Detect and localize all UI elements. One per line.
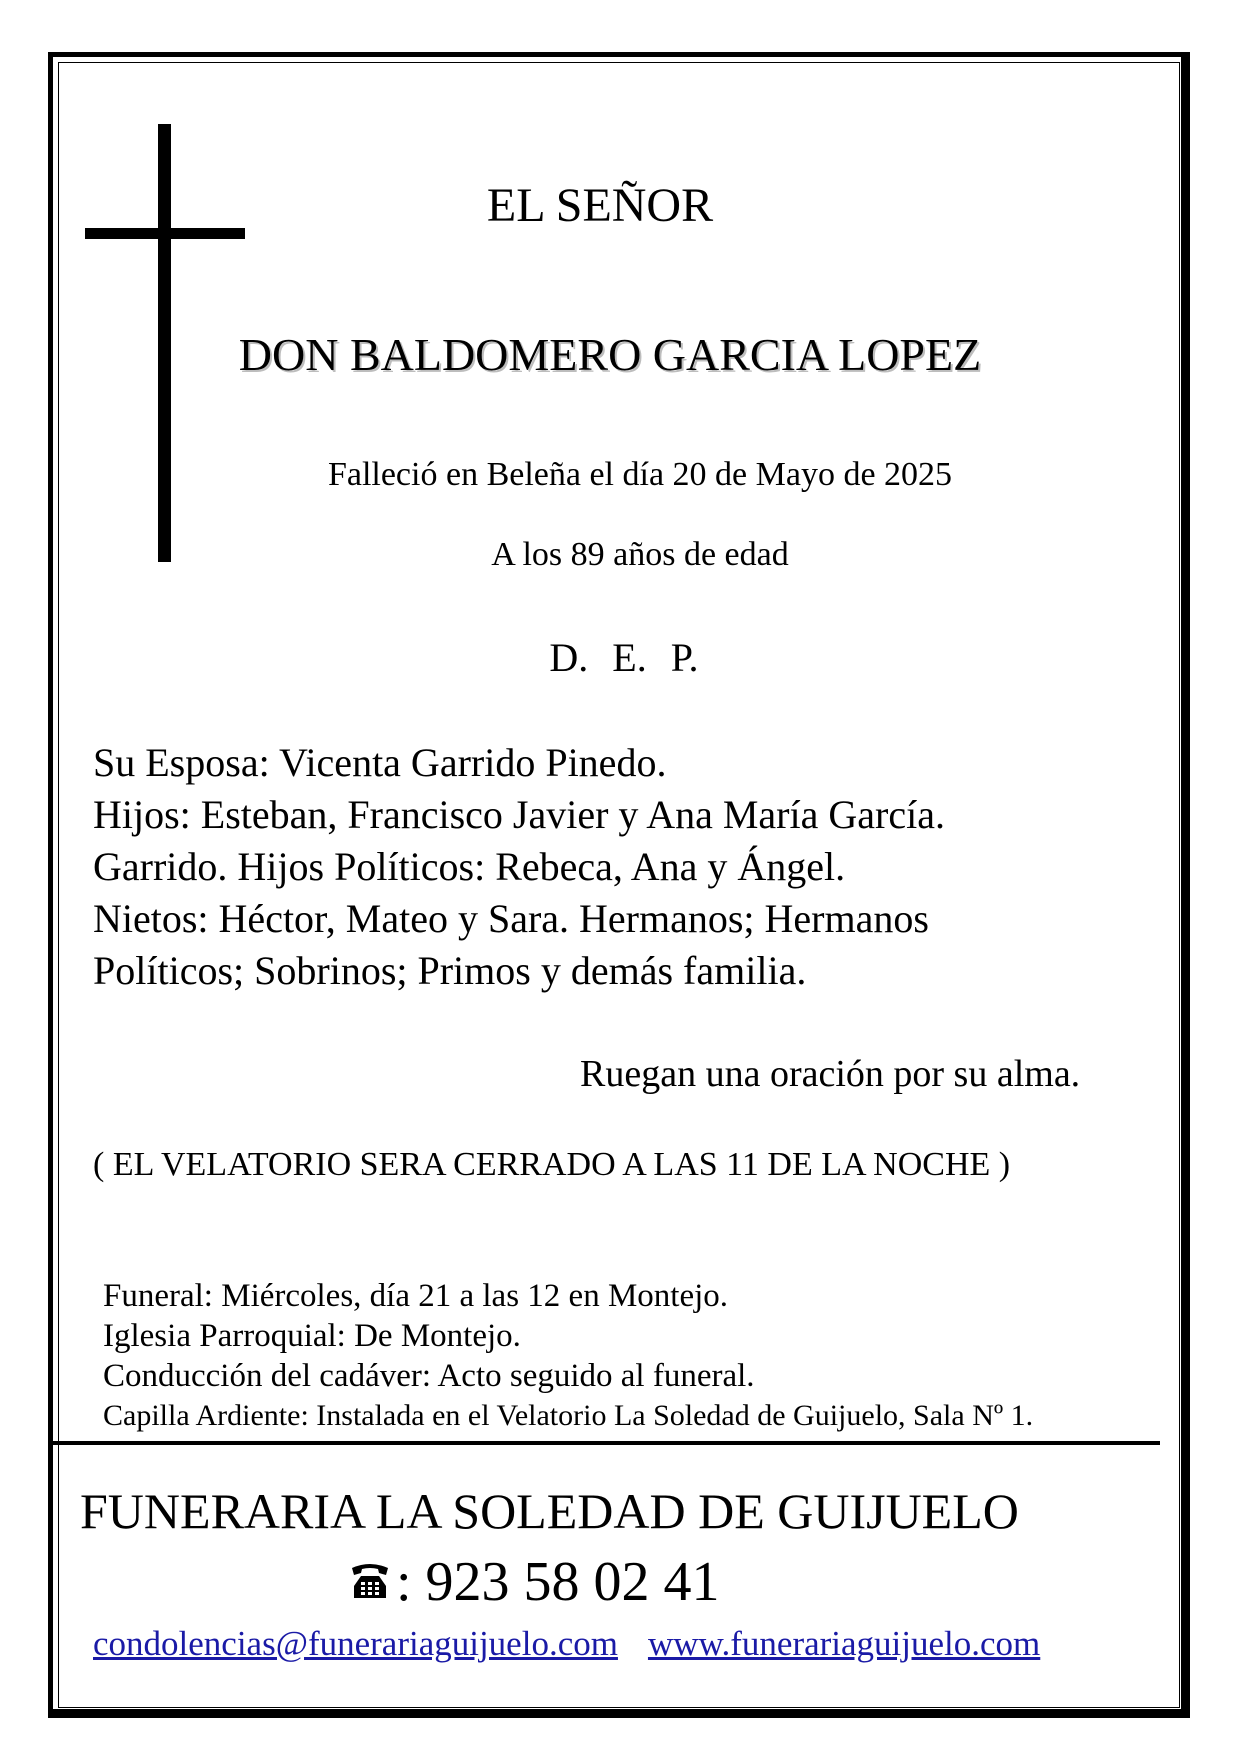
service-line: Funeral: Miércoles, día 21 a las 12 en Montejo. xyxy=(103,1278,729,1314)
heading: EL SEÑOR xyxy=(486,179,714,232)
cross-icon-horizontal-bar xyxy=(85,228,245,239)
death-date-line: Falleció en Beleña el día 20 de Mayo de 2025 xyxy=(327,456,953,493)
telephone-icon xyxy=(348,1558,392,1602)
family-line: Nietos: Héctor, Mateo y Sara. Hermanos; Hermanos xyxy=(93,896,929,941)
phone-line xyxy=(348,1550,720,1614)
service-line: Capilla Ardiente: Instalada en el Velatorio La Soledad de Guijuelo, Sala Nº 1. xyxy=(103,1399,1034,1432)
phone-number: : 923 58 02 41 xyxy=(396,1551,720,1613)
family-line: Políticos; Sobrinos; Primos y demás familia. xyxy=(93,948,807,993)
prayer-request: Ruegan una oración por su alma. xyxy=(580,1053,1081,1095)
family-line: Su Esposa: Vicenta Garrido Pinedo. xyxy=(93,740,667,785)
service-line: Conducción del cadáver: Acto seguido al funeral. xyxy=(103,1358,755,1394)
contact-links xyxy=(93,1624,1040,1664)
company-name: FUNERARIA LA SOLEDAD DE GUIJUELO xyxy=(80,1483,1019,1539)
family-line: Hijos: Esteban, Francisco Javier y Ana María García. xyxy=(93,792,945,837)
divider xyxy=(48,1441,1160,1445)
family-line: Garrido. Hijos Políticos: Rebeca, Ana y Ángel. xyxy=(93,844,846,889)
service-line: Iglesia Parroquial: De Montejo. xyxy=(103,1318,521,1354)
dep-abbreviation: D. E. P. xyxy=(549,635,699,680)
website-link[interactable]: www.funerariaguijuelo.com xyxy=(647,1624,1041,1663)
deceased-name: DON BALDOMERO GARCIA LOPEZ xyxy=(238,329,982,380)
email-link[interactable]: condolencias@funerariaguijuelo.com xyxy=(93,1624,618,1663)
service-details xyxy=(103,1276,1033,1436)
wake-notice: ( EL VELATORIO SERA CERRADO A LAS 11 DE LA NOCHE ) xyxy=(93,1146,1011,1183)
age-line: A los 89 años de edad xyxy=(491,536,789,573)
family-list xyxy=(93,737,1133,997)
